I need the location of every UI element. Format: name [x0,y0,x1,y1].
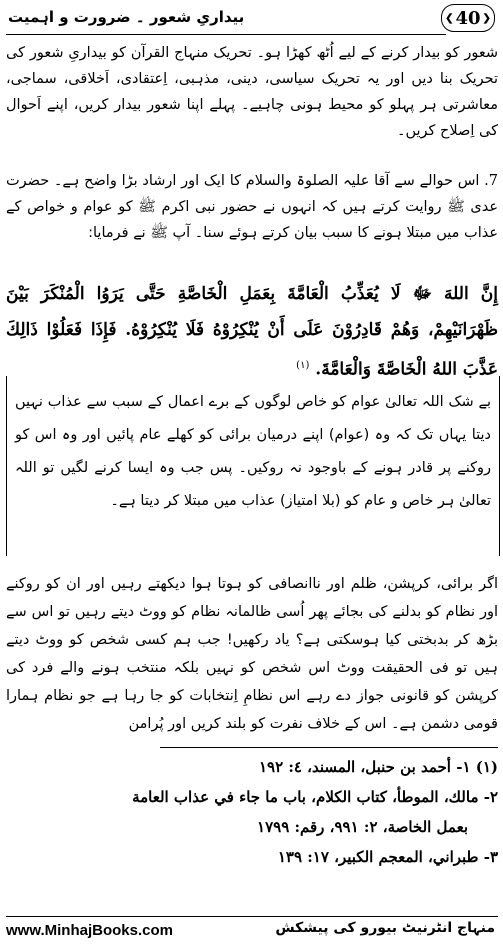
hadith-arabic: إِنَّ اللهَ ﷻ لَا يُعَذِّبُ الْعَامَّةَ بِعَمَلِ الْخَاصَّةِ حَتَّى يَرَوُا الْمُنْكَرَ بَيْنَ ظَهْرَانَيْهِمْ، وَهُمْ قَادِرُوْنَ عَلَى أَنْ يُنْكِرُوْهُ فَلَا يُنْكِرُوْهُ. فَإِذَا فَعَلُوْا ذَالِكَ عَذَّبَ اللهُ الْخَاصَّةَ وَالْعَامَّةَ. [6,284,498,380]
footnote-marker: (١) [296,360,310,371]
footnote-item: ٢- مالك، الموطأ، كتاب الكلام، باب ما جاء في عذاب العامة [132,788,498,806]
website-link[interactable]: www.MinhajBooks.com [6,922,173,939]
paragraph-3: اگر برائی، کرپشن، ظلم اور ناانصافی کو ہوتا ہوا دیکھتے رہیں اور ان کو روکنے اور نظام کو بدلنے کی بجائے پھر اُسی ظالمانہ نظام کو ووٹ دیتے رہیں تو اس سے بڑھ کر بدبختی کیا ہوسکتی ہے؟ یاد رکھیں! جب ہم کسی شخص کو ووٹ دیتے ہیں تو فی الحقیقت ووٹ اس شخص کو نہیں بلکہ منتخب ہونے والے فرد کی کرپشن کو قانونی جواز دے رہے اس نظامِ اِنتخابات کو جا رہا ہے جو نظام ہمارا قومی دشمن ہے۔ اس کے خلاف نفرت کو بلند کریں اور پُرامن [6,576,498,732]
hadith-arabic-text [6,276,498,388]
footnotes [6,752,498,872]
paragraph-number: 7. [484,173,499,189]
ornament-icon: ❯ [482,12,491,24]
footnote-item: (١) ١- أحمد بن حنبل، المسند، ٤: ١٩٢ [258,758,498,776]
paragraph-2-text: اس حوالے سے آقا علیہ الصلوۃ والسلام کا ایک اور ارشاد بڑا واضح ہے۔ حضرت عدی ﷺ روایت کرتے ہیں کہ انہوں نے حضور نبی اکرم ﷺ کو عوام و خواص کے عذاب میں مبتلا ہونے کا سبب بیان کرتے ہوئے سنا۔ آپ ﷺ نے فرمایا: [6,173,498,241]
page-number: 40 [455,7,481,29]
page-number-badge [441,4,495,32]
footer-divider [6,916,498,917]
footnote-item: ٣- طبراني، المعجم الكبير، ١٧: ١٣٩ [277,848,498,866]
ornament-icon: ❮ [445,12,454,24]
paragraph-1: شعور کو بیدار کرنے کے لیے اُٹھ کھڑا ہو۔ تحریک منہاج القرآن کو بیداریِ شعور کی تحریک بنا دیں اور یہ تحریک سیاسی، دینی، مذہبی، اِعتقادی، اَخلاقی، سماجی، معاشرتی ہر پہلو کو محیط ہونی چاہیے۔ پہلے اپنا شعور بیدار کریں، اپنے اَحوال کی اِصلاح کریں۔ [6,45,498,139]
hadith-translation: بے شک اللہ تعالیٰ عوام کو خاص لوگوں کے برے اعمال کے سبب سے عذاب نہیں دیتا یہاں تک کہ وہ (عوام) اپنے درمیان برائی کو کھلے عام پائیں اور وہ اس کو روکنے پر قادر ہونے کے باوجود نہ روکیں۔ پس جب وہ ایسا کرنے لگیں تو اللہ تعالیٰ ہر خاص و عام کو (بلا امتیاز) عذاب میں مبتلا کر دیتا ہے۔ [15,394,491,509]
running-title: بیداریِ شعور ۔ ضرورت و اہمیت [8,8,245,26]
hadith-translation-box [6,376,500,556]
footnote-divider [160,747,498,748]
footer-credit: منہاج انٹرنیٹ بیورو کی پیشکش [275,920,495,936]
footnote-item: بعمل الخاصة، ٢: ٩٩١، رقم: ١٧٩٩ [257,818,468,836]
paragraph-2 [6,168,498,246]
page-header [0,0,503,38]
header-divider [6,34,446,35]
